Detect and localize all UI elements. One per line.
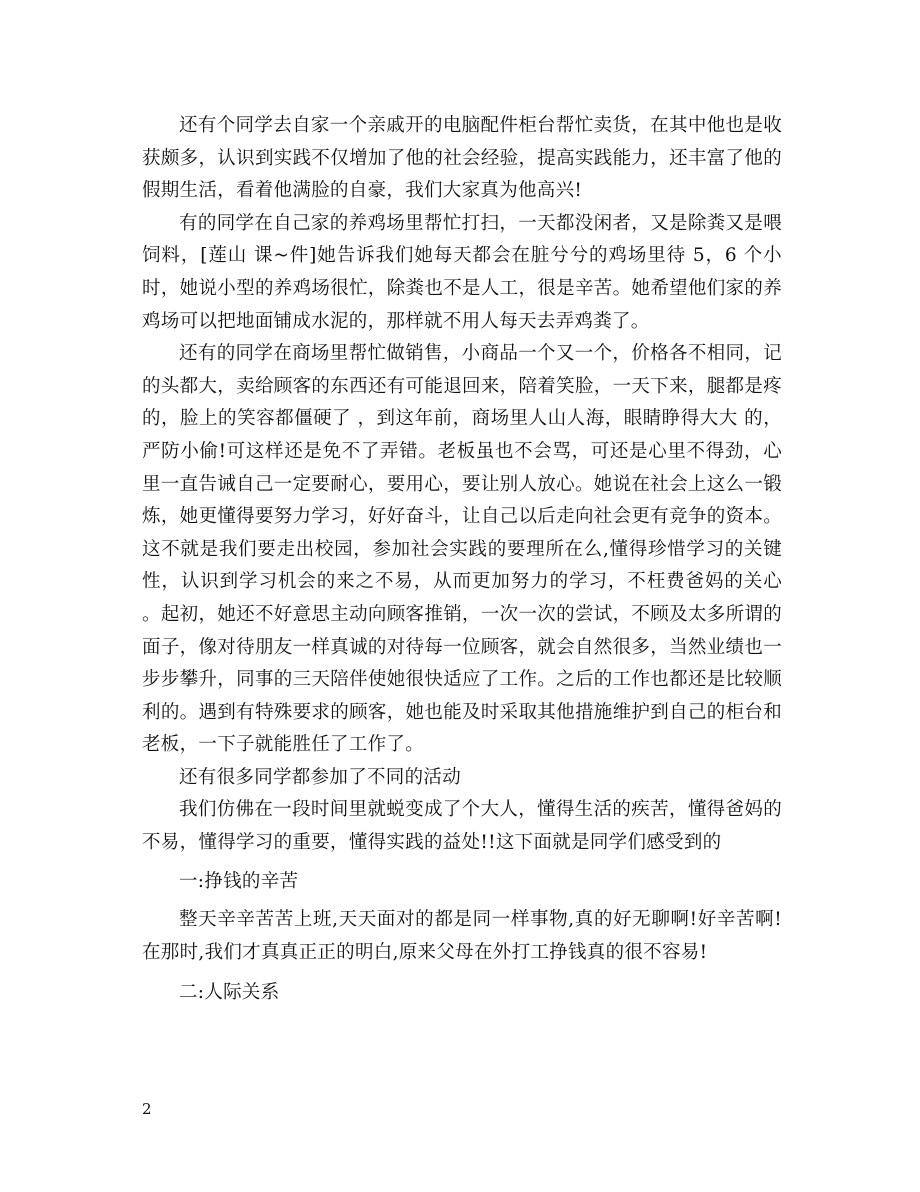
paragraph-growing-up: 我们仿佛在一段时间里就蜕变成了个大人，懂得生活的疾苦，懂得爸妈的不易，懂得学习的重要，懂得实践的益处!!这下面就是同学们感受到的 — [142, 799, 782, 854]
paragraph-relative-shop: 还有个同学去自家一个亲戚开的电脑配件柜台帮忙卖货，在其中他也是收获颇多，认识到实践不仅增加了他的社会经验，提高实践能力，还丰富了他的假期生活，看着他满脸的自豪，我们大家真为他高兴! — [142, 115, 782, 202]
section-heading-relationships: 二:人际关系 — [179, 982, 280, 1004]
paragraph-chicken-farm: 有的同学在自己家的养鸡场里帮忙打扫，一天都没闲者，又是除粪又是喂饲料，[莲山 课~件]她告诉我们她每天都会在脏兮兮的鸡场里待 5，6 个小时，她说小型的养鸡场很忙，除粪也不是人工，很是辛苦。她希望他们家的养鸡场可以把地面铺成水泥的，那样就不用人每天去弄鸡粪了。 — [142, 212, 782, 332]
paragraph-work-boredom: 整天辛辛苦苦上班,天天面对的都是同一样事物,真的好无聊啊!好辛苦啊!在那时,我们才真真正正的明白,原来父母在外打工挣钱真的很不容易! — [142, 909, 782, 963]
document-body — [142, 110, 782, 1010]
paragraph-mall-sales: 还有的同学在商场里帮忙做销售，小商品一个又一个，价格各不相同，记的头都大，卖给顾客的东西还有可能退回来，陪着笑脸，一天下来，腿都是疼的，脸上的笑容都僵硬了 ，到这年前，商场里人山人海，眼睛睁得大大 的，严防小偷!可这样还是免不了弄错。老板虽也不会骂，可还是心里不得劲，心里一直告诫自己一定要耐心，要用心，要让别人放心。她说在社会上这么一锻炼，她更懂得要努力学习，好好奋斗，让自己以后走向社会更有竞争的资本。这不就是我们要走出校园，参加社会实践的要理所在么,懂得珍惜学习的关键性，认识到学习机会的来之不易，从而更加努力的学习，不枉费爸妈的关心 。起初，她还不好意思主动向顾客推销，一次一次的尝试，不顾及太多所谓的面子，像对待朋友一样真诚的对待每一位顾客，就会自然很多，当然业绩也一步步攀升，同事的三天陪伴使她很快适应了工作。之后的工作也都还是比较顺利的。遇到有特殊要求的顾客，她也能及时采取其他措施维护到自己的柜台和老板，一下子就能胜任了工作了。 — [142, 343, 782, 756]
page-number: 2 — [142, 1100, 152, 1118]
paragraph-other-activities: 还有很多同学都参加了不同的活动 — [179, 766, 462, 788]
section-heading-earning-hardship: 一:挣钱的辛苦 — [179, 870, 299, 892]
